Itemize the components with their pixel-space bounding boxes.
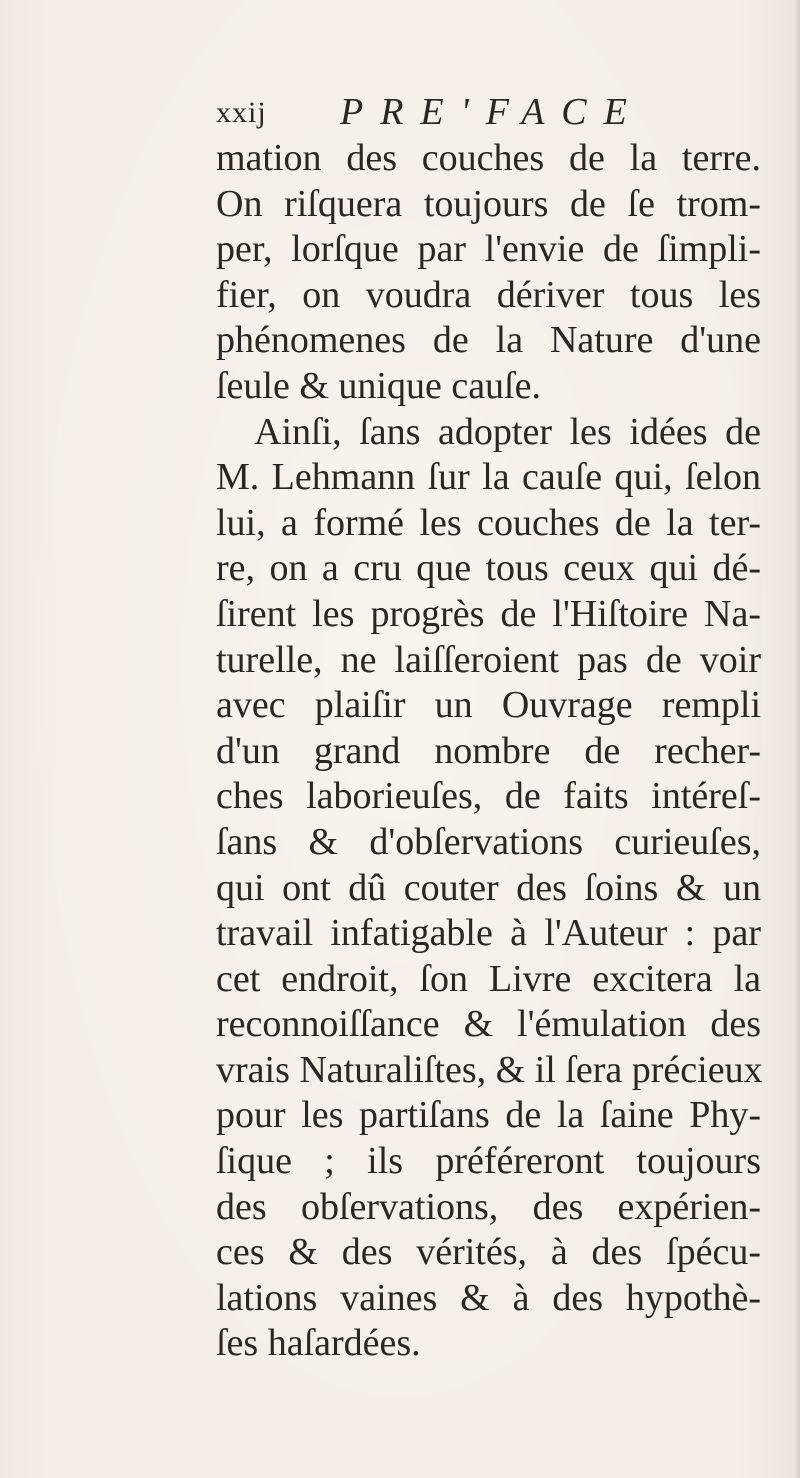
text-line: ſans & d'obſervations curieuſes,: [216, 820, 761, 863]
text-line: vrais Naturaliſtes, & il ſera précieux: [216, 1048, 763, 1091]
text-line: mation des couches de la terre.: [216, 137, 761, 179]
text-line: reconnoiſſance & l'émulation des: [216, 1003, 761, 1046]
text-line: des obſervations, des expérien-: [216, 1185, 761, 1228]
text-line: M. Lehmann ſur la cauſe qui, ſelon: [216, 456, 761, 499]
page-edge-shadow: [794, 0, 800, 1478]
text-line: cet endroit, ſon Livre excitera la: [216, 957, 761, 1000]
body-text: [216, 136, 761, 1367]
text-line: phénomenes de la Nature d'une: [216, 319, 761, 362]
text-line: pour les partiſans de la ſaine Phy-: [216, 1094, 761, 1137]
text-line: Ainſi, ſans adopter les idées de: [254, 410, 761, 453]
text-line: On riſquera toujours de ſe trom-: [216, 182, 761, 225]
text-line: d'un grand nombre de recher-: [216, 729, 761, 772]
text-line: lui, a formé les couches de la ter-: [216, 501, 761, 544]
text-line: avec plaiſir un Ouvrage rempli: [216, 684, 761, 727]
text-line: ſeule & unique cauſe.: [216, 364, 541, 407]
text-line: lations vaines & à des hypothè-: [216, 1276, 761, 1319]
text-line: ſirent les progrès de l'Hiſtoire Na-: [216, 592, 761, 635]
text-line: turelle, ne laiſſeroient pas de voir: [216, 638, 761, 681]
running-title: PRE'FACE: [340, 91, 644, 133]
text-line: ſique ; ils préféreront toujours: [216, 1140, 761, 1183]
text-line: qui ont dû couter des ſoins & un: [216, 866, 761, 909]
page-number: xxij: [216, 96, 267, 129]
text-line: ſes haſardées.: [216, 1322, 421, 1365]
text-line: ces & des vérités, à des ſpécu-: [216, 1231, 761, 1274]
text-line: fier, on voudra dériver tous les: [216, 273, 761, 316]
text-line: per, lorſque par l'envie de ſimpli-: [216, 228, 761, 271]
text-line: travail infatigable à l'Auteur : par: [216, 912, 761, 955]
text-line: ches laborieuſes, de faits intéreſ-: [216, 775, 761, 818]
text-line: re, on a cru que tous ceux qui dé-: [216, 547, 761, 590]
